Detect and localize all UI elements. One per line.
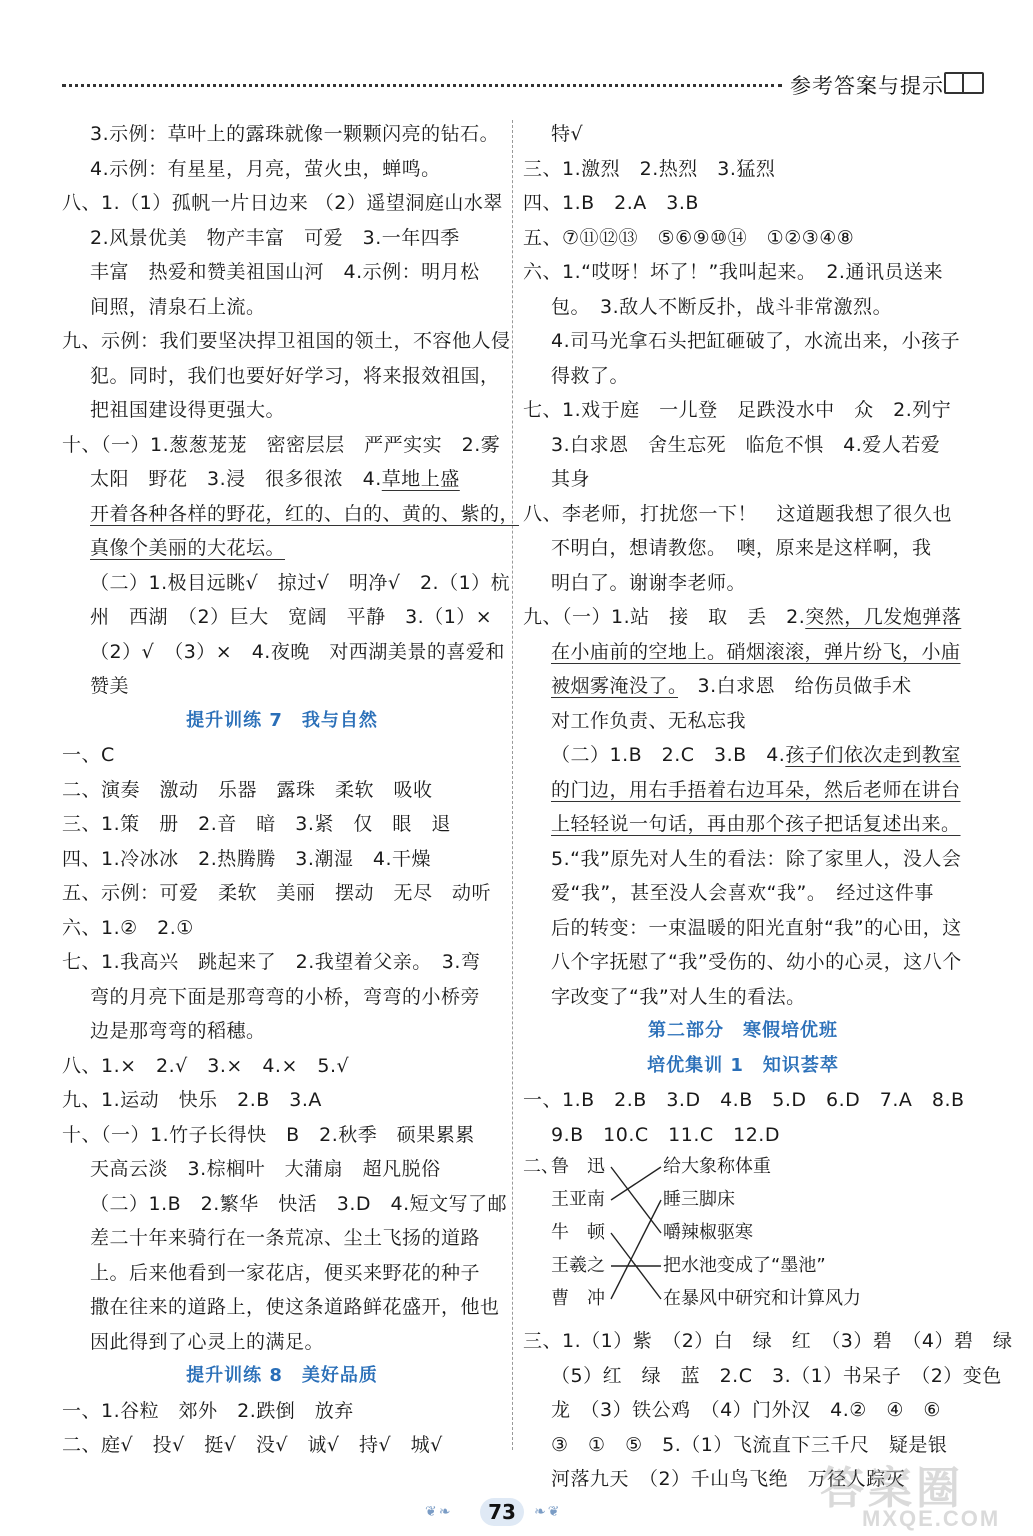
text-span: 九、（一）1.站 接 取 丢 2.: [523, 606, 806, 628]
text-line: 八、1.× 2.√ 3.× 4.× 5.√: [62, 1054, 350, 1077]
text-line: 九、示例：我们要坚决捍卫祖国的领土，不容他人侵: [62, 330, 511, 352]
underlined-answer: 开着各种各样的野花，红的、白的、黄的、紫的，: [90, 502, 520, 525]
text-line: [523, 635, 963, 670]
text-line: 八个字抚慰了“我”受伤的、幼小的心灵，这八个: [551, 951, 962, 973]
text-line: 二、演奏 激动 乐器 露珠 柔软 吸收: [62, 778, 433, 801]
text-line: 间照，清泉石上流。: [90, 295, 266, 318]
text-line: 对工作负责、无私忘我: [551, 709, 747, 732]
text-line: 上。后来他看到一家花店，便买来野花的种子: [90, 1261, 481, 1284]
underlined-answer: 上轻轻说一句话，再由那个孩子把话复述出来。: [551, 813, 961, 835]
matching-label: 二、: [523, 1156, 559, 1177]
text-line: 十、（一）1.葱葱茏茏 密密层层 严严实实 2.雾: [62, 433, 501, 456]
text-line: 明白了。谢谢李老师。: [551, 571, 747, 594]
underlined-answer: 在小庙前的空地上。硝烟滚滚，弹片纷飞，小庙: [551, 640, 961, 663]
header-dotted-rule: [62, 84, 782, 87]
matching-right-item: 嚼辣椒驱寒: [663, 1222, 753, 1243]
text-line: 八、李老师，打扰您一下！ 这道题我想了很久也: [523, 502, 953, 525]
text-line: 四、1.B 2.A 3.B: [523, 192, 699, 214]
page-number: 73: [480, 1498, 524, 1526]
watermark-site: MXQE.COM: [862, 1506, 1001, 1531]
text-line: 因此得到了心灵上的满足。: [90, 1330, 325, 1353]
text-line: 得救了。: [551, 364, 630, 387]
text-line: [62, 462, 502, 497]
text-line: 一、1.B 2.B 3.D 4.B 5.D 6.D 7.A 8.B: [523, 1089, 965, 1111]
matching-lines: [523, 1152, 963, 1324]
text-line: （5）红 绿 蓝 2.C 3.（1）书呆子 （2）变色: [551, 1364, 1002, 1387]
text-line: 五、示例：可爱 柔软 美丽 摆动 无尽 动听: [62, 882, 492, 904]
text-line: [523, 600, 963, 635]
ornament-icon: ❧❦: [534, 1504, 562, 1520]
text-line: 4.司马光拿石头把缸砸破了，水流出来，小孩子: [551, 330, 961, 352]
matching-line: [611, 1167, 661, 1233]
text-line: 其身: [551, 468, 591, 490]
text-line: 九、1.运动 快乐 2.B 3.A: [62, 1089, 322, 1111]
text-line: （二）1.B 2.繁华 快活 3.D 4.短文写了邮: [90, 1192, 508, 1215]
underlined-answer: 孩子们依次走到教室: [785, 744, 961, 766]
text-line: 不明白，想请教您。 噢，原来是这样啊，我: [551, 537, 932, 559]
left-column: [62, 117, 520, 1463]
text-line: 9.B 10.C 11.C 12.D: [551, 1123, 780, 1146]
section-heading: 提升训练 8 美好品质: [186, 1365, 378, 1386]
text-line: 2.风景优美 物产丰富 可爱 3.一年四季: [90, 226, 460, 249]
matching-left-item: 曹 冲: [551, 1288, 605, 1309]
text-line: 赞美: [90, 675, 130, 697]
text-line: 4.示例：有星星，月亮，萤火虫，蝉鸣。: [90, 157, 441, 180]
ornament-icon: ❦❧: [425, 1504, 453, 1520]
text-line: 差二十年来骑行在一条荒凉、尘土飞扬的道路: [90, 1227, 481, 1249]
underlined-answer: 真像个美丽的大花坛。: [90, 537, 286, 559]
text-line: 3.白求恩 舍生忘死 临危不惧 4.爱人若爱: [551, 433, 941, 456]
text-span: 3.白求恩 给伤员做手术: [678, 675, 912, 697]
text-line: 天高云淡 3.棕榈叶 大蒲扇 超凡脱俗: [90, 1158, 441, 1180]
text-line: [523, 738, 963, 773]
text-line: （二）1.极目远眺√ 掠过√ 明净√ 2.（1）杭: [90, 571, 511, 594]
matching-exercise: [523, 1152, 963, 1324]
part-heading: 第二部分 寒假培优班: [648, 1020, 838, 1041]
underlined-answer: 草地上盛: [381, 468, 460, 490]
text-line: 二、庭√ 投√ 挺√ 没√ 诚√ 持√ 城√: [62, 1434, 443, 1456]
text-line: 撒在往来的道路上，使这条道路鲜花盛开，他也: [90, 1296, 500, 1318]
matching-right-item: 在暴风中研究和计算风力: [663, 1288, 861, 1309]
text-line: 五、⑦⑪⑫⑬ ⑤⑥⑨⑩⑭ ①②③④⑧: [523, 226, 855, 249]
text-line: [62, 531, 502, 566]
book-icon: [942, 70, 988, 96]
text-line: （2）√ （3）× 4.夜晚 对西湖美景的喜爱和: [90, 640, 505, 663]
matching-right-item: 睡三脚床: [663, 1189, 735, 1210]
underlined-answer: 突然，几发炮弹落: [805, 606, 962, 628]
text-line: 丰富 热爱和赞美祖国山河 4.示例：明月松: [90, 261, 480, 283]
text-line: 爱“我”，甚至没人会喜欢“我”。 经过这件事: [551, 882, 934, 904]
text-line: 八、1.（1）孤帆一片日边来 （2）遥望洞庭山水翠: [62, 192, 503, 214]
text-line: 龙 （3）铁公鸡 （4）门外汉 4.② ④ ⑥: [551, 1399, 941, 1421]
matching-left-item: 牛 顿: [551, 1222, 605, 1243]
text-line: 十、（一）1.竹子长得快 B 2.秋季 硕果累累: [62, 1123, 475, 1146]
text-line: 六、1.“哎呀！坏了！”我叫起来。 2.通讯员送来: [523, 261, 943, 283]
text-line: 犯。同时，我们也要好好学习，将来报效祖国，: [90, 364, 500, 387]
text-line: 七、1.戏于庭 一儿登 足跌没水中 众 2.列宁: [523, 399, 952, 421]
text-line: 弯的月亮下面是那弯弯的小桥，弯弯的小桥旁: [90, 985, 481, 1008]
text-line: 包。 3.敌人不断反扑，战斗非常激烈。: [551, 295, 893, 318]
matching-left-item: 鲁 迅: [551, 1156, 605, 1177]
matching-line: [611, 1167, 661, 1200]
matching-right-item: 把水池变成了“墨池”: [663, 1255, 826, 1276]
underlined-answer: 的门边，用右手捂着右边耳朵，然后老师在讲台: [551, 778, 961, 801]
matching-left-item: 王羲之: [551, 1255, 605, 1276]
text-span: （二）1.B 2.C 3.B 4.: [551, 744, 786, 766]
text-line: 七、1.我高兴 跳起来了 2.我望着父亲。 3.弯: [62, 951, 481, 973]
section-heading: 培优集训 1 知识荟萃: [647, 1054, 839, 1076]
text-line: 一、1.谷粒 郊外 2.跌倒 放弃: [62, 1399, 354, 1422]
column-divider: [512, 120, 513, 1450]
matching-line: [611, 1200, 661, 1299]
text-line: 边是那弯弯的稻穗。: [90, 1020, 266, 1042]
text-line: [62, 497, 520, 532]
text-line: 5.“我”原先对人生的看法：除了家里人，没人会: [551, 847, 962, 870]
text-line: 河落九天 （2）千山鸟飞绝 万径人踪灭: [551, 1468, 906, 1490]
right-column: [523, 117, 1013, 1497]
text-line: 州 西湖 （2）巨大 宽阔 平静 3.（1）×: [90, 606, 493, 628]
text-line: ③ ① ⑤ 5.（1）飞流直下三千尺 疑是银: [551, 1433, 948, 1456]
watermark-logo: [820, 1452, 1020, 1532]
text-span: 太阳 野花 3.浸 很多很浓 4.: [90, 468, 382, 490]
text-line: 三、1.（1）紫 （2）白 绿 红 （3）碧 （4）碧 绿: [523, 1330, 1013, 1352]
watermark-text: 答案圈: [820, 1463, 964, 1514]
text-line: 三、1.策 册 2.音 暗 3.紧 仅 眼 退: [62, 813, 451, 835]
header-title: 参考答案与提示: [790, 74, 944, 98]
text-line: 六、1.② 2.①: [62, 916, 194, 939]
text-line: 后的转变：一束温暖的阳光直射“我”的心田，这: [551, 916, 962, 939]
underlined-answer: 被烟雾淹没了。: [551, 675, 679, 697]
text-line: 把祖国建设得更强大。: [90, 399, 286, 421]
section-heading: 提升训练 7 我与自然: [186, 709, 378, 731]
matching-right-item: 给大象称体重: [663, 1156, 771, 1177]
text-line: 四、1.冷冰冰 2.热腾腾 3.潮湿 4.干燥: [62, 847, 432, 870]
text-line: 特√: [551, 123, 584, 145]
text-line: 3.示例：草叶上的露珠就像一颗颗闪亮的钻石。: [90, 123, 500, 145]
text-line: 三、1.激烈 2.热烈 3.猛烈: [523, 157, 776, 180]
text-line: [523, 773, 963, 808]
text-line: 字改变了“我”对人生的看法。: [551, 985, 806, 1008]
text-line: [523, 807, 963, 842]
text-line: [523, 669, 963, 704]
text-line: 一、C: [62, 744, 115, 766]
matching-left-item: 王亚南: [551, 1189, 605, 1210]
